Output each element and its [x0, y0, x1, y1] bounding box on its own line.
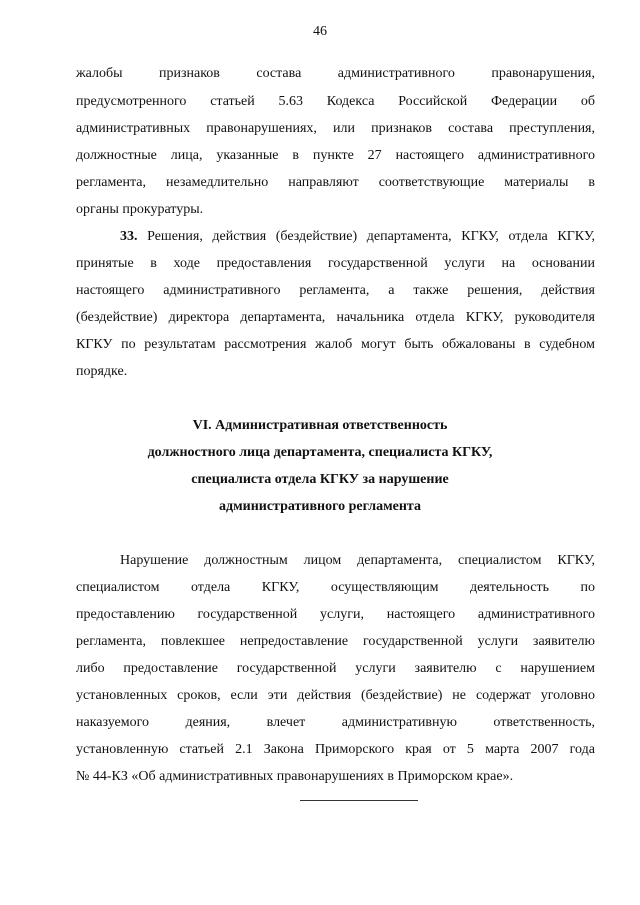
paragraph-3-line: установленную статьей 2.1 Закона Приморского края от 5 марта 2007 года	[76, 742, 595, 757]
paragraph-1-line: жалобы признаков состава административного правонарушения,	[76, 66, 595, 81]
paragraph-3-line: регламента, повлекшее непредоставление государственной услуги заявителю	[76, 634, 595, 649]
paragraph-1-line: должностные лица, указанные в пункте 27 настоящего административного	[76, 148, 595, 163]
end-divider	[300, 800, 418, 801]
paragraph-2-line: порядке.	[76, 364, 128, 379]
section-heading-line: VI. Административная ответственность	[192, 418, 448, 433]
paragraph-1-line: предусмотренного статьей 5.63 Кодекса Российской Федерации об	[76, 94, 595, 109]
paragraph-3-line: установленных сроков, если эти действия (бездействие) не содержат уголовно	[76, 688, 595, 703]
paragraph-3-first-line: Нарушение должностным лицом департамента, специалистом КГКУ,	[120, 553, 595, 568]
paragraph-1-line: регламента, незамедлительно направляют соответствующие материалы в	[76, 175, 595, 190]
paragraph-2-first-line	[120, 229, 595, 245]
paragraph-1-line: административных правонарушениях, или признаков состава преступления,	[76, 121, 595, 136]
paragraph-2-line: принятые в ходе предоставления государственной услуги на основании	[76, 256, 595, 271]
paragraph-3-line: № 44-КЗ «Об административных правонарушениях в Приморском крае».	[76, 769, 514, 784]
paragraph-2-line: (бездействие) директора департамента, начальника отдела КГКУ, руководителя	[76, 310, 595, 325]
section-heading-line: должностного лица департамента, специалиста КГКУ,	[147, 445, 493, 460]
paragraph-2-first-line-text: Решения, действия (бездействие) департамента, КГКУ, отдела КГКУ,	[137, 229, 595, 244]
section-heading-line: административного регламента	[219, 499, 421, 514]
section-heading-line: специалиста отдела КГКУ за нарушение	[191, 472, 449, 487]
paragraph-3-line: специалистом отдела КГКУ, осуществляющим деятельность по	[76, 580, 595, 595]
paragraph-3-line: либо предоставление государственной услуги заявителю с нарушением	[76, 661, 595, 676]
paragraph-2-line: настоящего административного регламента, а также решения, действия	[76, 283, 595, 298]
paragraph-3-line: наказуемого деяния, влечет административную ответственность,	[76, 715, 595, 730]
page-number: 46	[313, 24, 327, 39]
paragraph-1-line: органы прокуратуры.	[76, 202, 204, 217]
paragraph-2-line: КГКУ по результатам рассмотрения жалоб могут быть обжалованы в судебном	[76, 337, 595, 352]
item-number: 33.	[120, 229, 138, 244]
paragraph-3-line: предоставлению государственной услуги, настоящего административного	[76, 607, 595, 622]
